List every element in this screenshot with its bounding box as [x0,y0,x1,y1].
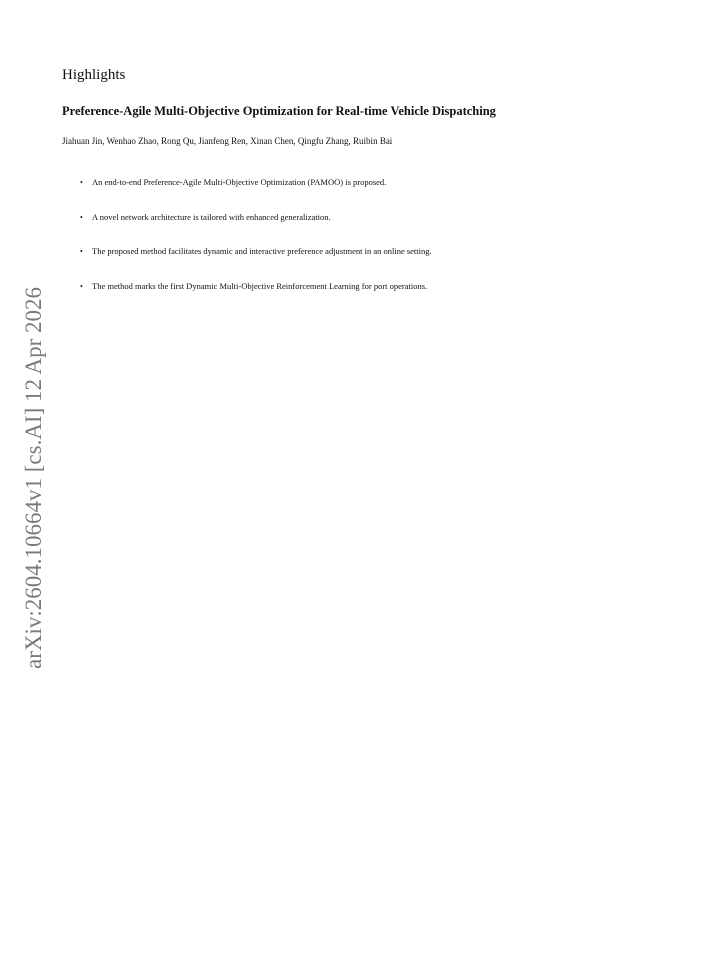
highlight-text: The method marks the first Dynamic Multi-Objective Reinforcement Learning for port operations. [92,280,428,291]
highlights-heading: Highlights [62,67,126,83]
highlight-item [80,281,432,292]
bullet-icon: • [80,247,83,256]
paper-title: Preference-Agile Multi-Objective Optimization for Real-time Vehicle Dispatching [62,104,496,118]
highlight-text: The proposed method facilitates dynamic and interactive preference adjustment in an online setting. [92,246,432,256]
bullet-icon: • [80,178,83,187]
highlight-item [80,212,432,223]
arxiv-side-stamp: arXiv:2604.10664v1 [cs.AI] 12 Apr 2026 [21,286,46,670]
highlights-list [80,177,432,315]
bullet-icon: • [80,281,83,291]
highlight-text: A novel network architecture is tailored with enhanced generalization. [92,211,331,222]
highlight-text: An end-to-end Preference-Agile Multi-Objective Optimization (PAMOO) is proposed. [92,177,387,187]
highlight-item [80,177,432,188]
bullet-icon: • [80,212,83,222]
highlight-item [80,246,432,257]
author-list: Jiahuan Jin, Wenhao Zhao, Rong Qu, Jianfeng Ren, Xinan Chen, Qingfu Zhang, Ruibin Bai [62,136,393,146]
